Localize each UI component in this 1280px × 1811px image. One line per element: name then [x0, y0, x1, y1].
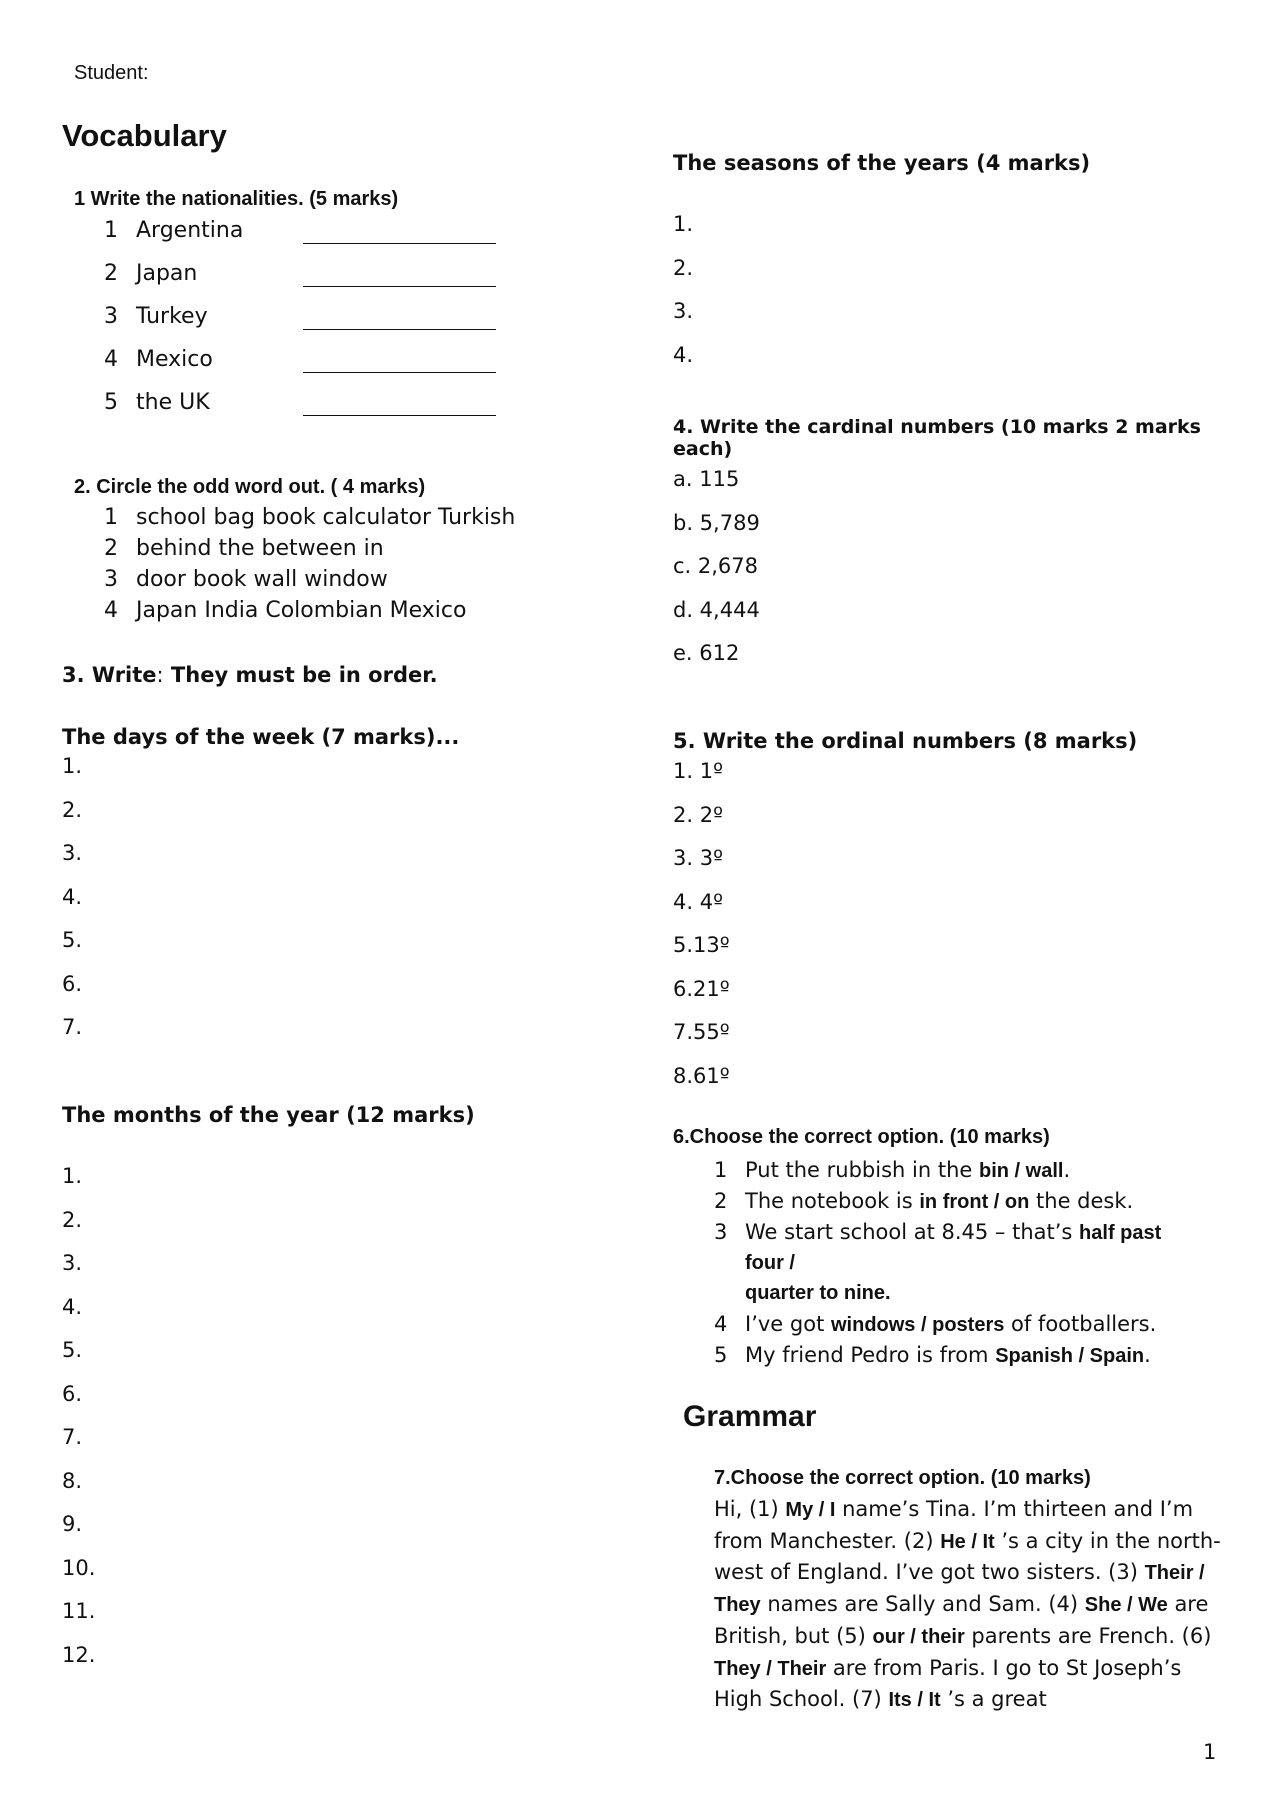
q6-item-end: . — [1144, 1343, 1151, 1367]
q6-item3-line3: quarter to nine. — [745, 1282, 891, 1304]
q7-text: are from Paris. I go to St Joseph’s High School. (7) — [714, 1655, 1182, 1712]
q2-item-number: 1 — [104, 505, 118, 530]
cardinal-item: e. 612 — [673, 641, 740, 665]
q7-option: They / Their — [714, 1657, 827, 1680]
q3-title — [62, 663, 438, 687]
q1-item-number: 3 — [104, 304, 118, 329]
q1-item-country: Argentina — [136, 218, 244, 243]
q6-item-number: 3 — [714, 1220, 728, 1244]
q6-item-end: the desk. — [1029, 1189, 1134, 1213]
q3-colon: : — [156, 663, 164, 687]
q1-answer-line[interactable] — [303, 415, 496, 416]
q6-item-options: half past — [1079, 1222, 1162, 1244]
q7-text: ’s a great — [940, 1687, 1047, 1712]
ordinal-item: 7.55º — [673, 1020, 730, 1044]
q1-item-number: 2 — [104, 261, 118, 286]
q6-item-text: We start school at 8.45 – that’s — [745, 1220, 1080, 1244]
q6-item-end: . — [1063, 1158, 1071, 1182]
cardinal-item: a. 115 — [673, 467, 740, 491]
q7-option: My / I — [785, 1499, 836, 1521]
q2-item-number: 3 — [104, 567, 118, 592]
q2-item-words: behind the between in — [136, 536, 384, 561]
q6-item-text: Put the rubbish in the — [745, 1158, 979, 1182]
month-line: 10. — [62, 1555, 96, 1580]
q1-item-number: 1 — [104, 218, 118, 243]
q1-item-country: Turkey — [136, 304, 208, 329]
day-line: 5. — [62, 928, 83, 952]
cardinal-item: d. 4,444 — [673, 597, 760, 622]
q1-answer-line[interactable] — [303, 329, 496, 330]
month-line: 12. — [62, 1642, 96, 1667]
q5-title: 5. Write the ordinal numbers (8 marks) — [673, 729, 1138, 753]
cardinal-item: b. 5,789 — [673, 510, 760, 535]
month-line: 3. — [62, 1251, 83, 1275]
q2-item-words: school bag book calculator Turkish — [136, 505, 516, 530]
q6-item-options: in front / on — [919, 1191, 1030, 1213]
month-line: 2. — [62, 1207, 83, 1232]
q6-item-text: My friend Pedro is from — [745, 1343, 996, 1367]
q1-item — [104, 304, 208, 329]
q6-item-number: 4 — [714, 1312, 728, 1336]
day-line: 1. — [62, 754, 83, 778]
q7-paragraph — [714, 1494, 1224, 1716]
q1-title: 1 Write the nationalities. (5 marks) — [74, 188, 399, 210]
day-line: 7. — [62, 1015, 83, 1039]
day-line: 6. — [62, 971, 83, 996]
q6-item-text: I’ve got — [745, 1312, 831, 1336]
month-line: 9. — [62, 1512, 83, 1536]
months-title: The months of the year (12 marks) — [62, 1103, 475, 1127]
student-label: Student: — [74, 62, 149, 84]
q1-answer-line[interactable] — [303, 286, 496, 287]
q7-text: parents are French. (6) — [964, 1623, 1212, 1648]
month-line: 4. — [62, 1294, 83, 1319]
q1-item-country: Japan — [136, 261, 198, 286]
q1-item — [104, 347, 213, 372]
days-title: The days of the week (7 marks)... — [62, 725, 460, 749]
month-line: 6. — [62, 1381, 83, 1406]
q2-item — [104, 598, 466, 623]
q2-item-number: 4 — [104, 598, 118, 623]
q1-item-country: the UK — [136, 390, 210, 415]
q4-title: 4. Write the cardinal numbers (10 marks 2 marks each) — [673, 416, 1201, 460]
season-line: 1. — [673, 212, 694, 236]
q2-item-number: 2 — [104, 536, 118, 561]
q6-item — [714, 1158, 1070, 1183]
q6-item-number: 2 — [714, 1189, 728, 1213]
q6-item-options: windows / posters — [830, 1314, 1005, 1336]
month-line: 1. — [62, 1164, 83, 1188]
ordinal-item: 6.21º — [673, 976, 730, 1001]
q1-item — [104, 218, 243, 243]
ordinal-item: 2. 2º — [673, 802, 723, 827]
ordinal-item: 5.13º — [673, 933, 730, 957]
q1-answer-line[interactable] — [303, 243, 496, 244]
q6-item — [714, 1312, 1156, 1337]
q1-item-number: 4 — [104, 347, 118, 372]
ordinal-item: 1. 1º — [673, 759, 723, 783]
q7-text: Hi, (1) — [714, 1497, 786, 1521]
q1-answer-line[interactable] — [303, 372, 496, 373]
q6-item3-line2: four / — [745, 1252, 795, 1274]
q6-item — [714, 1189, 1133, 1214]
month-line: 8. — [62, 1468, 83, 1493]
q6-item — [714, 1343, 1151, 1368]
q2-item-words: Japan India Colombian Mexico — [136, 598, 467, 623]
ordinal-item: 8.61º — [673, 1063, 730, 1088]
q6-title: 6.Choose the correct option. (10 marks) — [673, 1126, 1050, 1148]
q1-item — [104, 390, 210, 415]
q6-item-text: The notebook is — [745, 1189, 920, 1213]
day-line: 3. — [62, 841, 83, 865]
q2-item — [104, 536, 384, 561]
q6-item-options: Spanish / Spain — [995, 1345, 1145, 1367]
month-line: 5. — [62, 1338, 83, 1362]
q7-option: Its / It — [888, 1689, 941, 1712]
ordinal-item: 4. 4º — [673, 889, 723, 914]
q7-text: name’s Tina. I’m thirteen and I’m from Manchester. (2) — [714, 1497, 1194, 1553]
q7-option: She / We — [1084, 1594, 1168, 1617]
season-line: 4. — [673, 342, 694, 367]
q7-option: Their / They — [714, 1562, 1205, 1617]
month-line: 7. — [62, 1425, 83, 1449]
season-line: 2. — [673, 255, 694, 280]
q1-item-country: Mexico — [136, 347, 213, 372]
q7-text: names are Sally and Sam. (4) — [760, 1592, 1085, 1617]
q7-title: 7.Choose the correct option. (10 marks) — [714, 1467, 1091, 1489]
page-number: 1 — [1203, 1740, 1217, 1764]
season-line: 3. — [673, 299, 694, 323]
vocabulary-heading: Vocabulary — [62, 118, 227, 153]
q7-option: our / their — [872, 1625, 965, 1648]
cardinal-item: c. 2,678 — [673, 554, 759, 578]
q6-item-number: 1 — [714, 1158, 728, 1182]
q1-item — [104, 261, 197, 286]
seasons-title: The seasons of the years (4 marks) — [673, 151, 1091, 175]
q2-item — [104, 505, 515, 530]
q7-text: are British, but (5) — [714, 1592, 1209, 1648]
q7-text: ’s a city in the north-west of England. I’ve got two sisters. (3) — [714, 1528, 1221, 1585]
q7-option: He / It — [940, 1530, 995, 1553]
day-line: 4. — [62, 884, 83, 909]
q3-prefix: 3. Write — [62, 663, 157, 687]
q6-item-options: bin / wall — [978, 1160, 1064, 1182]
day-line: 2. — [62, 797, 83, 822]
q1-item-number: 5 — [104, 390, 118, 415]
grammar-heading: Grammar — [683, 1400, 817, 1433]
q2-title: 2. Circle the odd word out. ( 4 marks) — [74, 476, 426, 498]
q6-item-number: 5 — [714, 1343, 728, 1367]
q6-item-end: of footballers. — [1004, 1312, 1157, 1336]
month-line: 11. — [62, 1599, 96, 1623]
q2-item — [104, 567, 388, 592]
q3-rest: They must be in order. — [163, 663, 438, 687]
ordinal-item: 3. 3º — [673, 846, 723, 870]
q2-item-words: door book wall window — [136, 567, 388, 592]
q6-item — [714, 1220, 1161, 1245]
